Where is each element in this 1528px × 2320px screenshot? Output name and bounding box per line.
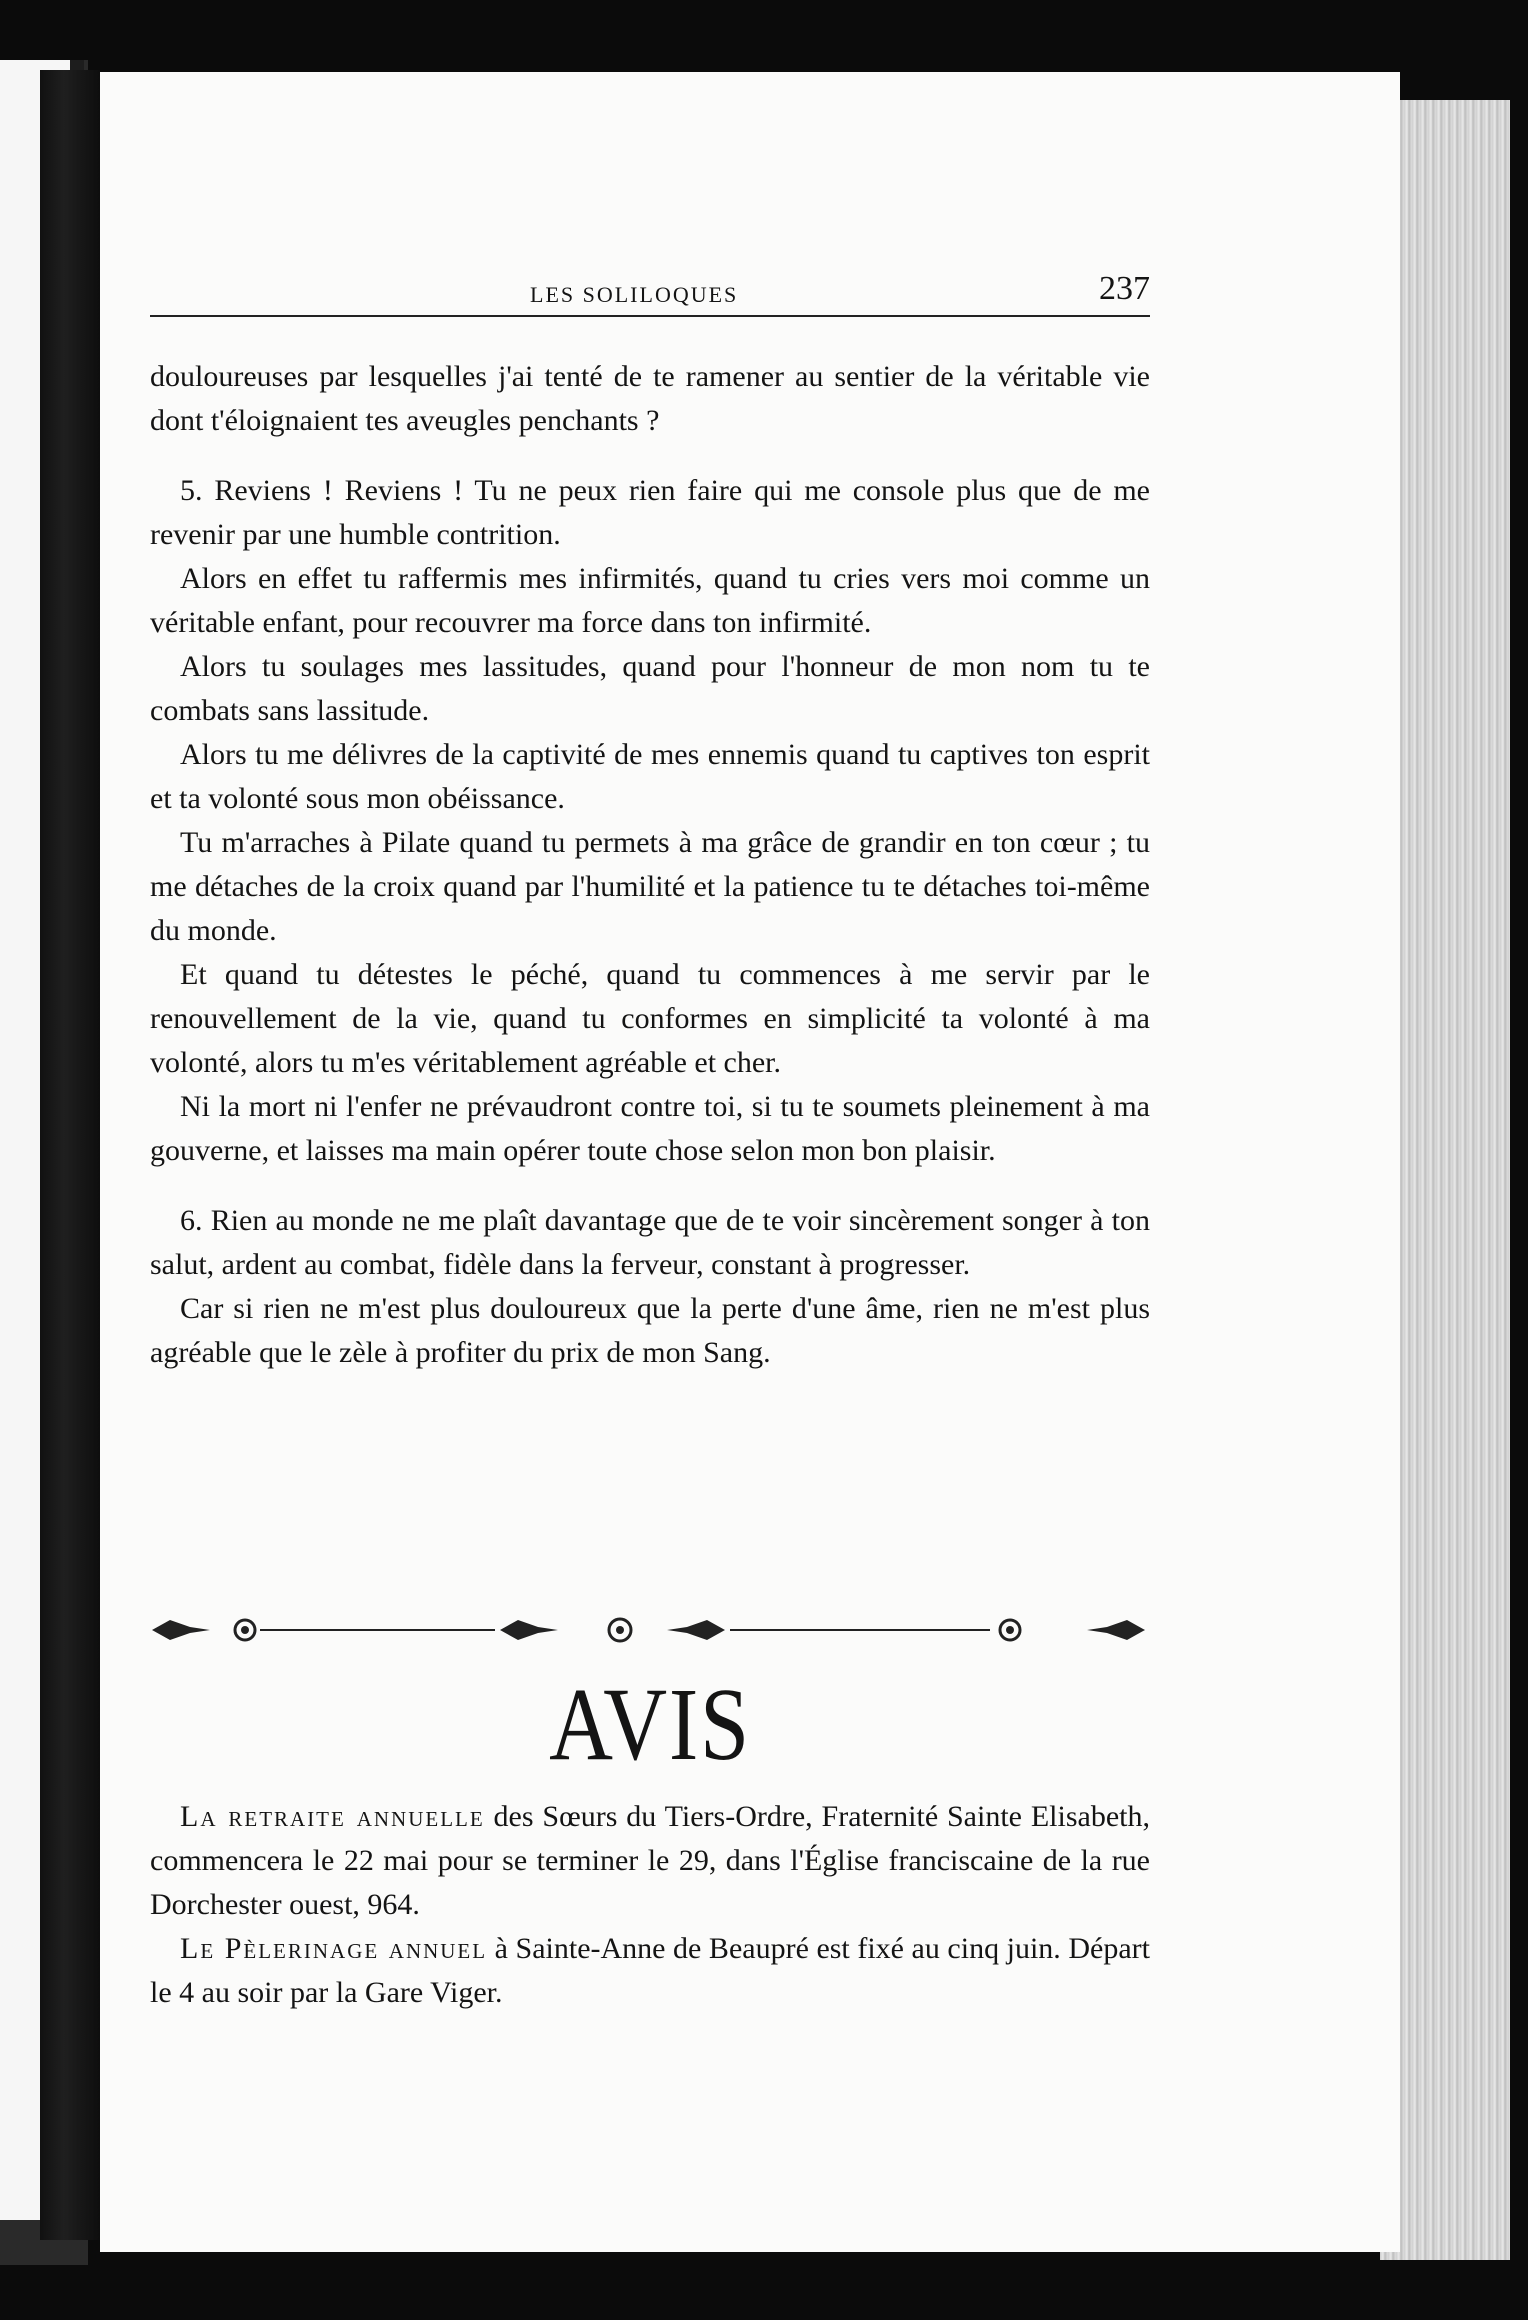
paragraph: Car si rien ne m'est plus douloureux que la perte d'une âme, rien ne m'est plus agréable que le zèle à profiter du prix de mon Sang. — [150, 1292, 1150, 1369]
body-text — [150, 355, 1150, 1375]
running-head — [150, 265, 1150, 317]
notices — [150, 1795, 1150, 2015]
page-number: 237 — [1099, 270, 1150, 307]
notice-text: à Sainte-Anne de Beaupré est fixé au cinq juin. Départ le 4 au soir par la Gare Viger. — [150, 1932, 1150, 2009]
notice-lead: La retraite annuelle — [180, 1800, 485, 1833]
paragraph: 6. Rien au monde ne me plaît davantage que de te voir sincèrement songer à ton salut, ardent au combat, fidèle dans la ferveur, constant à progresser. — [150, 1204, 1150, 1281]
notice-item — [150, 1927, 1150, 2015]
paragraph: Tu m'arraches à Pilate quand tu permets à ma grâce de grandir en ton cœur ; tu me détaches de la croix quand par l'humilité et la patience tu te détaches toi-même du monde. — [150, 826, 1150, 947]
paragraph: Ni la mort ni l'enfer ne prévaudront contre toi, si tu te soumets pleinement à ma gouverne, et laisses ma main opérer toute chose selon mon bon plaisir. — [150, 1090, 1150, 1167]
paragraph: Alors en effet tu raffermis mes infirmités, quand tu cries vers moi comme un véritable enfant, pour recouvrer ma force dans ton infirmité. — [150, 562, 1150, 639]
ornamental-divider — [150, 1605, 1150, 1655]
paragraph: Alors tu me délivres de la captivité de mes ennemis quand tu captives ton esprit et ta volonté sous mon obéissance. — [150, 738, 1150, 815]
notice-lead: Le Pèlerinage annuel — [180, 1932, 488, 1965]
paragraph: Alors tu soulages mes lassitudes, quand pour l'honneur de mon nom tu te combats sans lassitude. — [150, 650, 1150, 727]
notice-heading: AVIS — [549, 1667, 751, 1782]
paragraph: Et quand tu détestes le péché, quand tu commences à me servir par le renouvellement de la vie, quand tu conformes en simplicité ta volonté à ma volonté, alors tu m'es véritablement agréable et cher. — [150, 958, 1150, 1079]
paragraph: 5. Reviens ! Reviens ! Tu ne peux rien faire qui me console plus que de me revenir par une humble contrition. — [150, 474, 1150, 551]
notice-item — [150, 1795, 1150, 1927]
running-title: LES SOLILOQUES — [530, 282, 739, 307]
notice-text: des Sœurs du Tiers-Ordre, Fraternité Sainte Elisabeth, commencera le 22 mai pour se terminer le 29, dans l'Église franciscaine de la rue Dorchester ouest, 964. — [150, 1800, 1150, 1921]
book-spine — [40, 70, 100, 2240]
paragraph: douloureuses par lesquelles j'ai tenté de te ramener au sentier de la véritable vie dont t'éloignaient tes aveugles penchants ? — [150, 360, 1150, 437]
